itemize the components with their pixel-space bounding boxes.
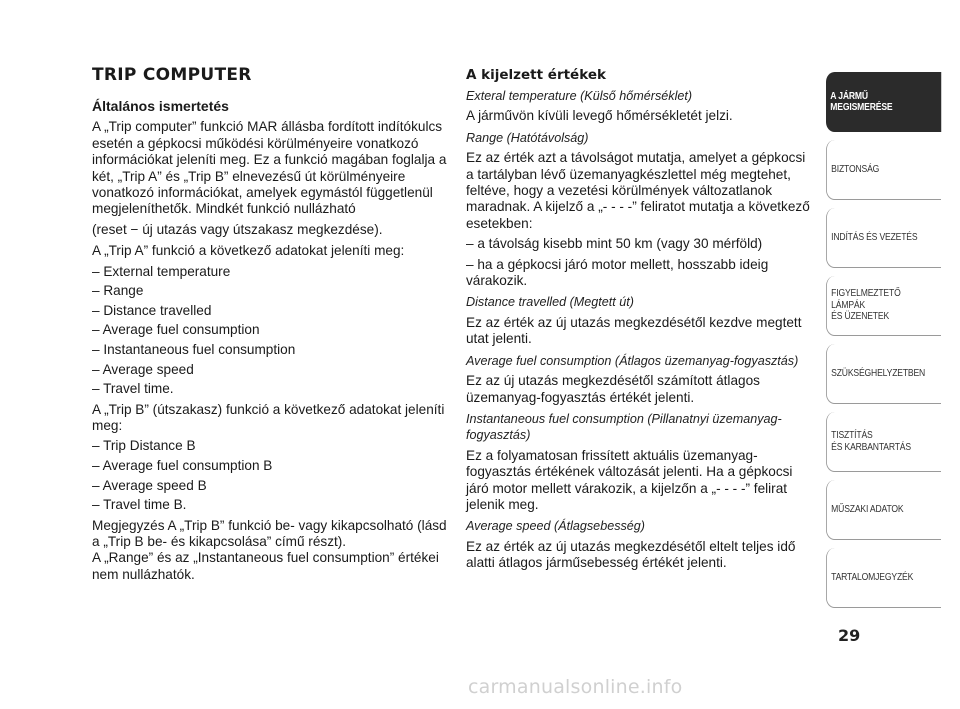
- list-item: – Distance travelled: [92, 302, 212, 318]
- trip-b-list: [92, 438, 448, 513]
- right-column: [466, 64, 812, 576]
- tab-muszaki-adatok[interactable]: MŰSZAKI ADATOK: [826, 480, 941, 540]
- left-column: [92, 64, 448, 587]
- tab-jarmu-megismerese[interactable]: A JÁRMŰ MEGISMERÉSE: [826, 72, 941, 132]
- tab-figyelmezteto-lampak[interactable]: FIGYELMEZTETŐ LÁMPÁK ÉS ÜZENETEK: [826, 276, 941, 336]
- page-number: 29: [838, 626, 861, 645]
- list-item: – Trip Distance B: [92, 438, 196, 454]
- section-subtitle: Általános ismertetés: [92, 98, 229, 114]
- tab-tisztitas-karbantartas[interactable]: TISZTÍTÁS ÉS KARBANTARTÁS: [826, 412, 941, 472]
- tab-biztonsag[interactable]: BIZTONSÁG: [826, 140, 941, 200]
- reset-note: (reset − új utazás vagy útszakasz megkezdése).: [92, 221, 383, 237]
- list-item: – Average fuel consumption: [92, 322, 260, 338]
- list-item: – Travel time.: [92, 381, 174, 397]
- trip-a-list: [92, 264, 448, 398]
- list-item: – Range: [92, 283, 144, 299]
- range-case: – a távolság kisebb mint 50 km (vagy 30 mérföld): [466, 236, 763, 252]
- list-item: – Instantaneous fuel consumption: [92, 342, 296, 358]
- distance-text: Ez az érték az új utazás megkezdésétől kezdve megtett utat jelenti.: [466, 314, 802, 347]
- tab-tartalomjegyzek[interactable]: TARTALOMJEGYZÉK: [826, 548, 941, 608]
- trip-a-intro: A „Trip A” funkció a következő adatokat jeleníti meg:: [92, 243, 405, 259]
- range-label: Range (Hatótávolság): [466, 130, 589, 145]
- trip-b-note: Megjegyzés A „Trip B” funkció be- vagy kikapcsolható (lásd a „Trip B be- és kikapcsolása” című részt).: [92, 517, 447, 550]
- reset-limitation-note: A „Range” és az „Instantaneous fuel consumption” értékei nem nullázhatók.: [92, 550, 439, 582]
- list-item: – Average speed: [92, 361, 194, 377]
- tab-inditas-es-vezetes[interactable]: INDÍTÁS ÉS VEZETÉS: [826, 208, 941, 268]
- inst-fuel-text: Ez a folyamatosan frissített aktuális üzemanyag-fogyasztás értékének változását jelenti. Ha a gépkocsi járó motor mellett várakozik, a kijelzőn a „- - - -” felirat jelenik meg.: [466, 447, 793, 512]
- list-item: – Travel time B.: [92, 497, 187, 513]
- displayed-values-heading: A kijelzett értékek: [466, 67, 606, 83]
- tab-szukseghelyzetben[interactable]: SZÜKSÉGHELYZETBEN: [826, 344, 941, 404]
- avg-speed-label: Average speed (Átlagsebesség): [466, 519, 645, 534]
- chapter-tabs: [826, 72, 960, 616]
- ext-temp-text: A járművön kívüli levegő hőmérsékletét jelzi.: [466, 108, 733, 124]
- inst-fuel-label: Instantaneous fuel consumption (Pillanatnyi üzemanyag-fogyasztás): [466, 411, 782, 443]
- list-item: – Average fuel consumption B: [92, 458, 273, 474]
- page-title: TRIP COMPUTER: [92, 65, 252, 85]
- distance-label: Distance travelled (Megtett út): [466, 295, 634, 310]
- range-case: – ha a gépkocsi járó motor mellett, hosszabb ideig várakozik.: [466, 256, 769, 289]
- range-text: Ez az érték azt a távolságot mutatja, amelyet a gépkocsi a tartályban lévő üzemanyagkészlettel még megtehet, feltéve, hogy a vezetési körülmények változatlanok maradnak. A kijelző a „- - - -” feliratot mutatja a következő esetekben:: [466, 150, 810, 231]
- avg-speed-text: Ez az érték az új utazás megkezdésétől eltelt teljes idő alatti átlagos járműsebesség értékét jelenti.: [466, 538, 796, 571]
- trip-b-intro: A „Trip B” (útszakasz) funkció a következő adatokat jeleníti meg:: [92, 401, 445, 434]
- avg-fuel-text: Ez az új utazás megkezdésétől számított átlagos üzemanyag-fogyasztás értékét jelenti.: [466, 373, 760, 405]
- ext-temp-label: Exteral temperature (Külső hőmérséklet): [466, 89, 693, 103]
- avg-fuel-label: Average fuel consumption (Átlagos üzemanyag-fogyasztás): [466, 353, 799, 368]
- list-item: – Average speed B: [92, 477, 207, 493]
- watermark: carmanualsonline.info: [468, 676, 683, 698]
- intro-paragraph: A „Trip computer” funkció MAR állásba fordított indítókulcs esetén a gépkocsi működési körülményeire vonatkozó információkat jeleníti meg. Ez a funkció magában foglalja a két, „Trip A” és „Trip B” elnevezésű út körülményeire vonatkozó információkat, amelyek egymástól függetlenül megjeleníthetők. Mindkét funkció nullázható: [92, 119, 447, 217]
- list-item: – External temperature: [92, 263, 231, 279]
